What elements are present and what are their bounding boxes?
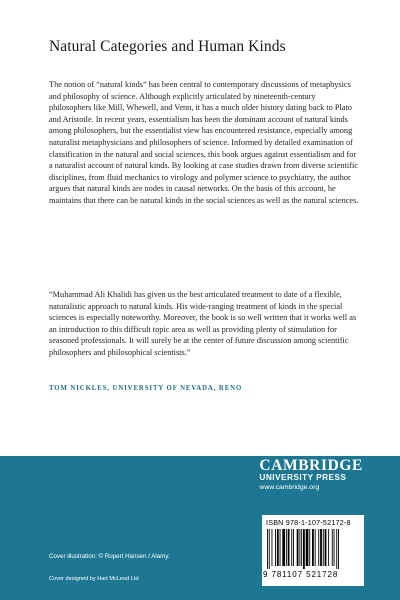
barcode-bar: [297, 529, 299, 566]
barcode-bar: [320, 529, 322, 566]
barcode-bar: [293, 529, 294, 566]
barcode-bar: [315, 529, 316, 566]
barcode-bar: [328, 529, 329, 566]
endorsement-attribution: TOM NICKLES, UNIVERSITY OF NEVADA, RENO: [49, 385, 243, 392]
barcode-bar: [272, 529, 273, 566]
barcode-bar: [286, 529, 287, 566]
publisher-url: www.cambridge.org: [259, 484, 320, 491]
isbn-barcode: [262, 515, 364, 586]
cover-design-credit: Cover designed by Hart McLeod Ltd: [49, 576, 139, 582]
barcode-bar: [312, 529, 314, 566]
barcode-bar: [267, 529, 268, 569]
barcode-bar: [280, 529, 281, 566]
barcode-bar: [269, 529, 270, 569]
barcode-bar: [275, 529, 276, 566]
endorsement-quote: “Muhammad Ali Khalidi has given us the best articulated treatment to date of a flexible, naturalistic approach to natural kinds. His wide-ranging treatment of kinds in the special sciences is especially noteworthy. Moreover, the book is so well written that it works well as an introduction to this difficult topic area as well as providing plenty of stimulation for seasoned professionals. It will surely be at the center of future discussion among scientific philosophers and philosophical scientists.”: [49, 290, 357, 357]
barcode-bar: [303, 529, 305, 569]
book-description: The notion of “natural kinds” has been central to contemporary discussions of metaphysics and philosophy of science. Although explicitly articulated by nineteenth-century philosophers like Mill, Whewell, and Venn, it has a much older history dating back to Plato and Aristotle. In recent years, essentialism has been the dominant account of natural kinds among philosophers, but the essentialist view has encountered resistance, especially among naturalist metaphysicians and philosophers of science. Informed by detailed examination of classification in the natural and social sciences, this book argues against essentialism and for a naturalist account of natural kinds. By looking at case studies drawn from diverse scientific disciplines, from fluid mechanics to virology and polymer science to psychiatry, the author argues that natural kinds are nodes in causal networks. On the basis of this account, he maintains that there can be natural kinds in the social sciences as well as the natural sciences.: [49, 80, 359, 205]
barcode-bar: [309, 529, 310, 566]
barcode-digits: 9 781107 521728: [263, 570, 339, 579]
publisher-name: CAMBRIDGE: [259, 457, 363, 474]
barcode-bar: [323, 529, 324, 566]
barcode-bars: [267, 529, 359, 569]
isbn-label: ISBN 978-1-107-52172-8: [266, 518, 351, 527]
barcode-bar: [334, 529, 335, 566]
book-title: Natural Categories and Human Kinds: [49, 38, 286, 55]
barcode-bar: [291, 529, 292, 566]
barcode-bar: [299, 529, 300, 566]
cover-illustration-credit: Cover illustration: © Rupert Hansen / Alamy.: [49, 553, 170, 560]
barcode-bar: [338, 529, 339, 569]
barcode-bar: [288, 529, 290, 566]
publisher-subtitle: UNIVERSITY PRESS: [259, 473, 347, 482]
barcode-bar: [318, 529, 319, 566]
publisher-logo: [259, 458, 363, 492]
barcode-bar: [277, 529, 279, 566]
barcode-bar: [332, 529, 333, 566]
barcode-bar: [336, 529, 337, 569]
barcode-bar: [325, 529, 327, 566]
barcode-bar: [282, 529, 285, 566]
barcode-bar: [306, 529, 309, 566]
barcode-bar: [301, 529, 302, 566]
